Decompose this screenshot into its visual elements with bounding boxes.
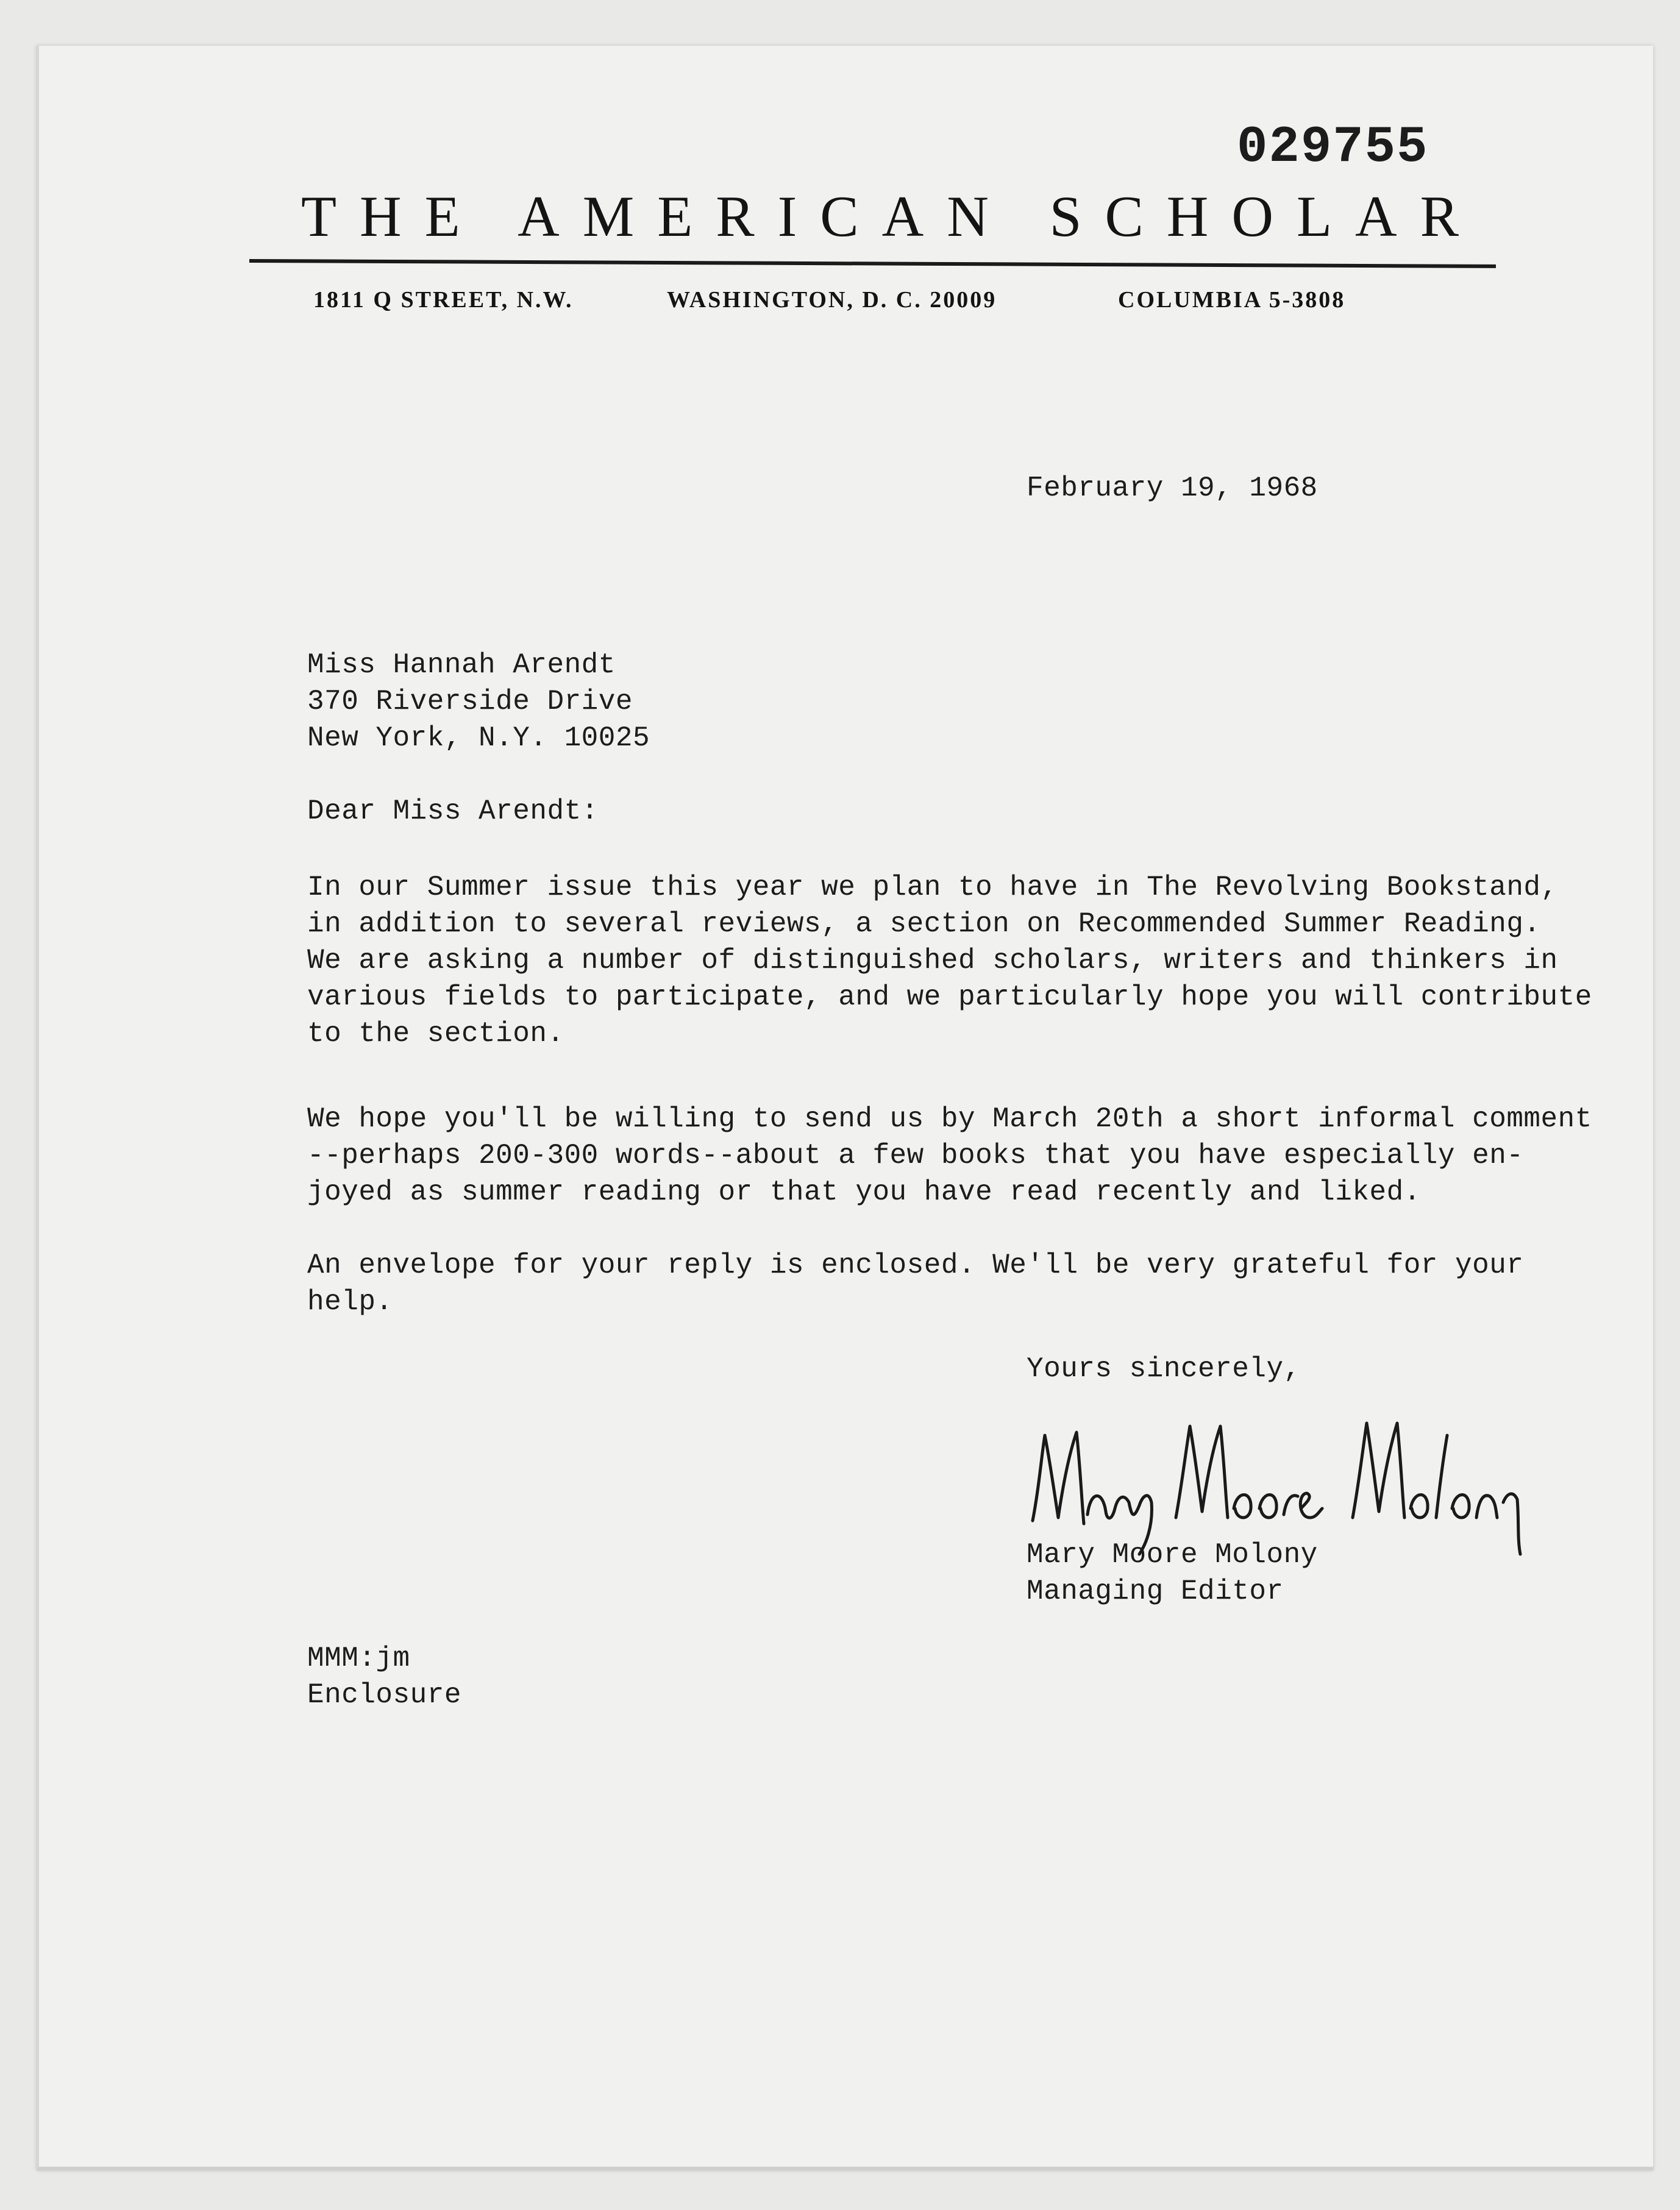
recipient-name: Miss Hannah Arendt	[307, 649, 616, 681]
signer-name: Mary Moore Molony	[1027, 1539, 1318, 1571]
document-number: 029755	[1237, 119, 1429, 177]
body-line: We hope you'll be willing to send us by March 20th a short informal comment	[307, 1103, 1592, 1135]
enclosure-note: Enclosure	[307, 1679, 461, 1711]
letterhead-city: WASHINGTON, D. C. 20009	[667, 287, 997, 313]
body-line: in addition to several reviews, a section on Recommended Summer Reading.	[307, 908, 1541, 940]
body-line: joyed as summer reading or that you have read recently and liked.	[307, 1176, 1421, 1208]
body-line: help.	[307, 1286, 393, 1318]
body-line: to the section.	[307, 1018, 564, 1050]
letterhead-phone: COLUMBIA 5-3808	[1118, 287, 1346, 313]
salutation: Dear Miss Arendt:	[307, 795, 599, 827]
body-line: various fields to participate, and we particularly hope you will contribute	[307, 981, 1592, 1013]
letter-date: February 19, 1968	[1027, 472, 1318, 504]
letterhead-title: THE AMERICAN SCHOLAR	[301, 184, 1482, 249]
body-line: We are asking a number of distinguished scholars, writers and thinkers in	[307, 945, 1558, 976]
body-line: In our Summer issue this year we plan to have in The Revolving Bookstand,	[307, 872, 1558, 903]
letterhead-rule	[249, 259, 1496, 268]
letter-page	[37, 46, 1653, 2170]
recipient-city: New York, N.Y. 10025	[307, 722, 650, 754]
letterhead-street: 1811 Q STREET, N.W.	[313, 287, 574, 313]
closing: Yours sincerely,	[1027, 1353, 1301, 1385]
reference-initials: MMM:jm	[307, 1643, 410, 1674]
signer-title: Managing Editor	[1027, 1576, 1284, 1607]
body-line: --perhaps 200-300 words--about a few books that you have especially en-	[307, 1140, 1524, 1171]
body-line: An envelope for your reply is enclosed. We'll be very grateful for your	[307, 1249, 1524, 1281]
handwritten-signature	[1020, 1399, 1600, 1557]
recipient-street: 370 Riverside Drive	[307, 686, 633, 717]
